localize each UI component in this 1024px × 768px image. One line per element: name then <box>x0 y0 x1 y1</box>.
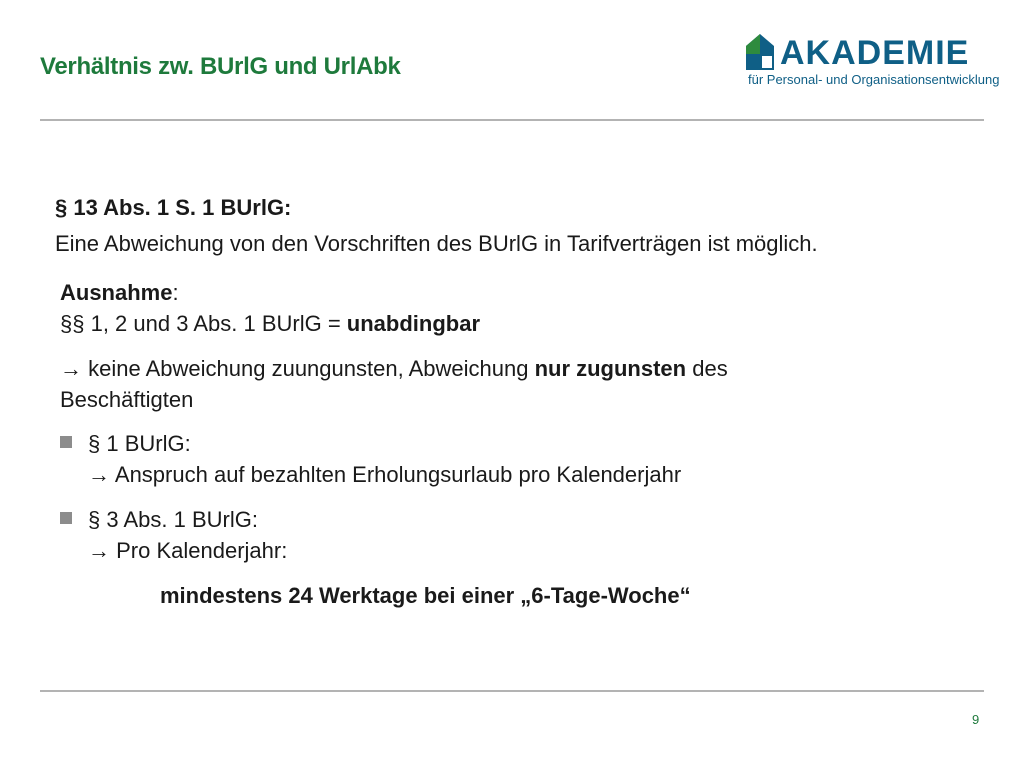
consequence-suffix: des <box>686 356 728 381</box>
header-divider <box>40 119 984 121</box>
consequence-line-2: Beschäftigten <box>60 387 194 412</box>
exception-rule-bold: unabdingbar <box>346 311 481 336</box>
arrow-icon: → <box>88 462 110 487</box>
bullet-1-detail <box>88 461 681 489</box>
consequence-bold: nur zugunsten <box>534 356 687 381</box>
house-logo-icon <box>744 32 776 72</box>
section-heading: § 13 Abs. 1 S. 1 BUrlG: <box>55 195 292 220</box>
akademie-logo <box>744 32 1000 92</box>
bullet-square-icon <box>60 512 72 524</box>
logo-wordmark: AKADEMIE <box>780 34 970 72</box>
page-number: 9 <box>972 712 980 727</box>
consequence-line <box>60 355 728 383</box>
exception-colon: : <box>172 280 179 305</box>
page-title: Verhältnis zw. BUrlG und UrlAbk <box>40 53 401 80</box>
bullet-square-icon <box>60 436 72 448</box>
bullet-2-detail-text: Pro Kalenderjahr: <box>110 538 288 563</box>
exception-label: Ausnahme <box>60 280 173 305</box>
arrow-icon: → <box>88 538 110 563</box>
arrow-icon: → <box>60 356 82 381</box>
bullet-1-detail-text: Anspruch auf bezahlten Erholungsurlaub pro Kalenderjahr <box>110 462 682 487</box>
exception-line <box>60 279 179 307</box>
exception-rule <box>60 310 480 338</box>
logo-subtitle: für Personal- und Organisationsentwicklung <box>748 72 1000 87</box>
bullet-1-title: § 1 BUrlG: <box>88 431 191 456</box>
section-text: Eine Abweichung von den Vorschriften des BUrlG in Tarifverträgen ist möglich. <box>55 231 818 256</box>
exception-rule-prefix: §§ 1, 2 und 3 Abs. 1 BUrlG = <box>60 311 347 336</box>
bullet-2-title: § 3 Abs. 1 BUrlG: <box>88 507 258 532</box>
consequence-prefix: keine Abweichung zuungunsten, Abweichung <box>82 356 535 381</box>
footer-divider <box>40 690 984 692</box>
bullet-2-detail <box>88 537 287 565</box>
highlight-text: mindestens 24 Werktage bei einer „6-Tage-Woche“ <box>160 583 691 608</box>
